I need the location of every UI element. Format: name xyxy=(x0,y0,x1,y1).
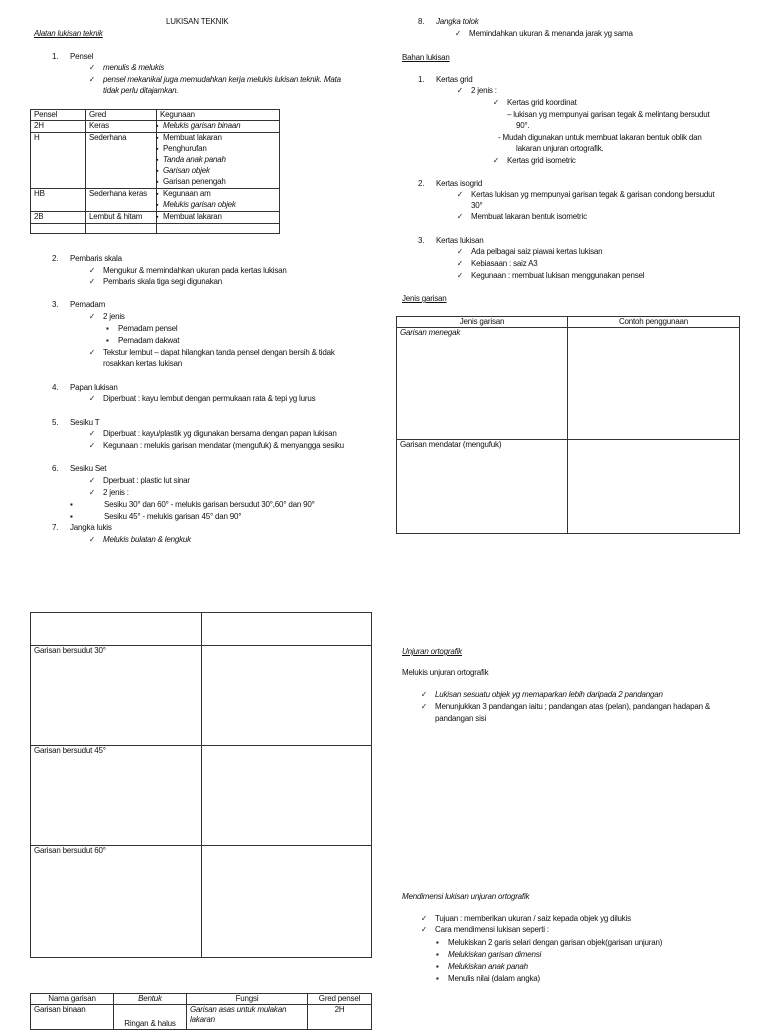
table-row xyxy=(397,328,740,440)
bullet-text: ✓ Mengukur & memindahkan ukuran pada kertas lukisan xyxy=(89,266,287,276)
bullet-text: ✓ Melukis bulatan & lengkuk xyxy=(89,535,191,545)
cell-pensel: 2H xyxy=(31,121,86,133)
cell-garisan: Garisan bersudut 30° xyxy=(31,646,202,746)
sub-bullet: ▪ Melukiskan 2 garis selari dengan garisan objek(garisan unjuran) xyxy=(436,938,662,948)
item-kertas-isogrid: Kertas isogrid xyxy=(436,179,483,188)
cell-garisan: Garisan bersudut 45° xyxy=(31,746,202,846)
item-number: 3. xyxy=(52,300,59,309)
cell-empty xyxy=(202,613,372,646)
cell-pensel: HB xyxy=(31,189,86,212)
cell-garisan: Garisan bersudut 60° xyxy=(31,846,202,958)
sub-bullet: ▪ Menulis nilai (dalam angka) xyxy=(436,974,540,984)
bullet-text: ✓ Pembaris skala tiga segi digunakan xyxy=(89,277,222,287)
item-papan: Papan lukisan xyxy=(70,383,118,392)
table-row xyxy=(31,846,372,958)
item-sesiku-set: Sesiku Set xyxy=(70,464,107,473)
section-heading-bahan: Bahan lukisan xyxy=(402,53,450,62)
bullet-text: ✓ Kegunaan : melukis garisan mendatar (mengufuk) & menyangga sesiku xyxy=(89,441,344,451)
use-item: ▪ Membuat lakaran xyxy=(160,133,276,144)
table-header: Kegunaan xyxy=(157,110,280,121)
angle-table xyxy=(30,612,372,958)
item-number: 6. xyxy=(52,464,59,473)
bullet-text: ✓ Dperbuat : plastic lut sinar xyxy=(89,476,190,486)
bullet-text: ✓ Kebiasaan : saiz A3 xyxy=(457,259,537,269)
use-item: ▪ Melukis garisan objek xyxy=(160,200,276,211)
sub-bullet: ▪ Sesiku 30° dan 60° - melukis garisan bersudut 30°,60° dan 90° xyxy=(70,500,315,510)
item-jangka-tolok: Jangka tolok xyxy=(436,17,479,26)
table-header: Jenis garisan xyxy=(397,317,568,328)
use-item: ▪ Membuat lakaran xyxy=(160,212,276,223)
item-number: 1. xyxy=(418,75,425,84)
item-number: 4. xyxy=(52,383,59,392)
bullet-text: ✓ Diperbuat : kayu/plastik yg digunakan bersama dengan papan lukisan xyxy=(89,429,337,439)
bullet-text: ✓ Ada pelbagai saiz piawai kertas lukisan xyxy=(457,247,602,257)
jenis-garisan-table xyxy=(396,316,740,534)
table-row xyxy=(31,646,372,746)
pencil-table xyxy=(30,109,280,234)
cell-uses xyxy=(157,212,280,224)
bullet-text-cont: 30° xyxy=(471,201,483,210)
cell-garisan: Garisan mendatar (mengufuk) xyxy=(397,440,568,534)
table-header: Fungsi xyxy=(187,994,308,1005)
section-heading-alatan: Alatan lukisan teknik xyxy=(34,29,103,38)
item-sesiku-t: Sesiku T xyxy=(70,418,100,427)
bullet-text: ✓ Membuat lakaran bentuk isometric xyxy=(457,212,587,222)
use-item: ▪ Garisan penengah xyxy=(160,177,276,188)
cell-empty xyxy=(202,846,372,958)
cell-gred: Keras xyxy=(86,121,157,133)
table-header: Gred xyxy=(86,110,157,121)
table-header: Nama garisan xyxy=(31,994,114,1005)
section-heading-jenis: Jenis garisan xyxy=(402,294,447,303)
table-row xyxy=(31,1005,372,1030)
item-pemadam: Pemadam xyxy=(70,300,106,309)
table-row xyxy=(31,613,372,646)
cell-uses xyxy=(157,121,280,133)
cell-bentuk: Ringan & halus xyxy=(114,1005,187,1030)
cell-pensel: H xyxy=(31,133,86,189)
bullet-text: ✓ pensel mekanikal juga memudahkan kerja melukis lukisan teknik. Mata xyxy=(89,75,341,85)
table-header: Bentuk xyxy=(114,994,187,1005)
item-kertas-grid: Kertas grid xyxy=(436,75,473,84)
bullet-text: ✓ menulis & melukis xyxy=(89,63,164,73)
bullet-text: ✓ Diperbuat : kayu lembut dengan permukaan rata & tepi yg lurus xyxy=(89,394,315,404)
cell-garisan: Garisan menegak xyxy=(397,328,568,440)
cell-empty xyxy=(31,613,202,646)
bullet-text: ✓ Tujuan : memberikan ukuran / saiz kepada objek yg dilukis xyxy=(421,914,631,924)
bullet-text: ✓ Kertas lukisan yg mempunyai garisan tegak & garisan condong bersudut xyxy=(457,190,714,200)
item-number: 5. xyxy=(52,418,59,427)
bullet-text: ✓ 2 jenis xyxy=(89,312,125,322)
table-row xyxy=(31,746,372,846)
item-number: 7. xyxy=(52,523,59,532)
item-number: 8. xyxy=(418,17,425,26)
cell-fungsi: Garisan asas untuk mulakan lakaran xyxy=(187,1005,308,1030)
item-number: 2. xyxy=(418,179,425,188)
bullet-text: ✓ 2 jenis : xyxy=(89,488,129,498)
bullet-text-cont: pandangan sisi xyxy=(435,714,487,723)
bullet-text-cont: lakaran unjuran ortografik. xyxy=(516,144,604,153)
bullet-text: – lukisan yg mempunyai garisan tegak & melintang bersudut xyxy=(507,110,710,119)
bullet-text: ✓ Lukisan sesuatu objek yg memaparkan lebih daripada 2 pandangan xyxy=(421,690,663,700)
table-header: Pensel xyxy=(31,110,86,121)
cell-contoh xyxy=(568,440,740,534)
use-item: ▪ Garisan objek xyxy=(160,166,276,177)
cell-gred: Sederhana keras xyxy=(86,189,157,212)
item-pensel: Pensel xyxy=(70,52,94,61)
cell-empty xyxy=(157,224,280,234)
cell-empty xyxy=(31,224,86,234)
bullet-text-cont: tidak perlu ditajamkan. xyxy=(103,86,179,95)
cell-uses xyxy=(157,133,280,189)
item-jangka-lukis: Jangka lukis xyxy=(70,523,112,532)
table-row xyxy=(31,121,280,133)
table-header: Contoh penggunaan xyxy=(568,317,740,328)
item-number: 1. xyxy=(52,52,59,61)
bullet-text: ✓ 2 jenis : xyxy=(457,86,497,96)
sub-bullet: ▪ Sesiku 45° - melukis garisan 45° dan 90° xyxy=(70,512,241,522)
cell-gred: Lembut & hitam xyxy=(86,212,157,224)
subheading-melukis: Melukis unjuran ortografik xyxy=(402,668,489,677)
table-header: Gred pensel xyxy=(308,994,372,1005)
cell-gred: Sederhana xyxy=(86,133,157,189)
bullet-text: ✓ Tekstur lembut – dapat hilangkan tanda pensel dengan bersih & tidak xyxy=(89,348,335,358)
table-row-empty xyxy=(31,224,280,234)
use-item: ▪ Penghurufan xyxy=(160,144,276,155)
item-pembaris: Pembaris skala xyxy=(70,254,122,263)
bullet-text: ✓ Kegunaan : membuat lukisan menggunakan pensel xyxy=(457,271,644,281)
bullet-text: ✓ Kertas grid isometric xyxy=(493,156,576,166)
table-row xyxy=(31,212,280,224)
sub-bullet: ▪ Melukiskan garisan dimensi xyxy=(436,950,541,960)
cell-gred: 2H xyxy=(308,1005,372,1030)
cell-nama: Garisan binaan xyxy=(31,1005,114,1030)
use-item: ▪ Melukis garisan binaan xyxy=(160,121,276,132)
item-number: 2. xyxy=(52,254,59,263)
sub-bullet: ▪ Pemadam dakwat xyxy=(106,336,179,346)
page-title: LUKISAN TEKNIK xyxy=(166,17,229,26)
section-heading-unjuran: Unjuran ortografik xyxy=(402,647,462,656)
table-row xyxy=(397,440,740,534)
cell-contoh xyxy=(568,328,740,440)
table-row xyxy=(31,133,280,189)
cell-pensel: 2B xyxy=(31,212,86,224)
use-item: ▪ Kegunaan am xyxy=(160,189,276,200)
bullet-text: ✓ Kertas grid koordinat xyxy=(493,98,577,108)
bullet-text: ✓ Cara mendimensi lukisan seperti : xyxy=(421,925,549,935)
bullet-text: ✓ Memindahkan ukuran & menanda jarak yg sama xyxy=(455,29,633,39)
line-table xyxy=(30,993,372,1030)
cell-empty xyxy=(202,646,372,746)
item-kertas-lukisan: Kertas lukisan xyxy=(436,236,484,245)
bullet-text-cont: 90°. xyxy=(516,121,530,130)
sub-bullet: ▪ Melukiskan anak panah xyxy=(436,962,528,972)
cell-uses xyxy=(157,189,280,212)
item-number: 3. xyxy=(418,236,425,245)
bullet-text: - Mudah digunakan untuk membuat lakaran bentuk oblik dan xyxy=(498,133,702,142)
use-item: ▪ Tanda anak panah xyxy=(160,155,276,166)
cell-empty xyxy=(202,746,372,846)
sub-bullet: ▪ Pemadam pensel xyxy=(106,324,177,334)
bullet-text-cont: rosakkan kertas lukisan xyxy=(103,359,182,368)
table-row xyxy=(31,189,280,212)
cell-empty xyxy=(86,224,157,234)
subheading-mendimensi: Mendimensi lukisan unjuran ortografik xyxy=(402,892,530,901)
bullet-text: ✓ Menunjukkan 3 pandangan iaitu ; pandangan atas (pelan), pandangan hadapan & xyxy=(421,702,710,712)
